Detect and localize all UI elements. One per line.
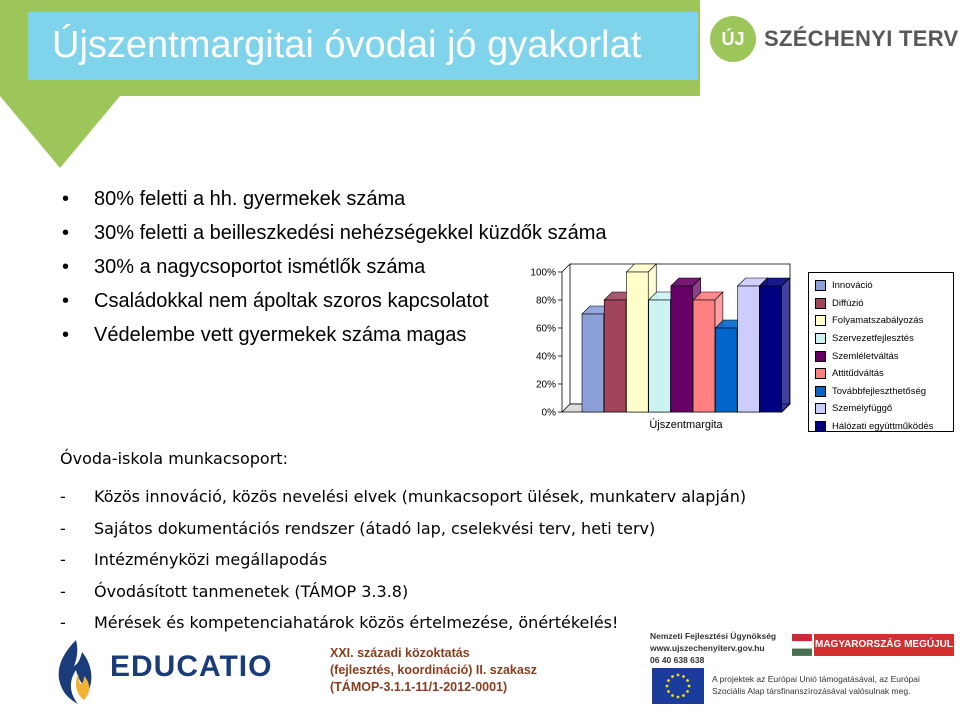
legend-label: Diffúzió: [832, 297, 864, 309]
list-item: - Közös innováció, közös nevelési elvek (munkacsoport ülések, munkaterv alapján): [60, 481, 746, 513]
legend-label: Személyfüggő: [832, 403, 893, 415]
legend-label: Szemléletváltás: [832, 350, 899, 362]
chart-legend: [808, 272, 954, 432]
eu-star: [666, 685, 669, 688]
bar: [649, 300, 671, 412]
bar-side: [782, 278, 790, 412]
eu-flag-icon: [652, 668, 704, 704]
footer-project-line: (fejlesztés, koordináció) II. szakasz: [330, 663, 538, 677]
legend-item: [815, 418, 953, 436]
nfu-line: Nemzeti Fejlesztési Ügynökség: [650, 631, 777, 641]
list-item: - Intézményközi megállapodás: [60, 544, 746, 576]
bar: [715, 328, 737, 412]
eu-star: [682, 694, 685, 697]
legend-swatch: [815, 386, 826, 397]
nfu-line: www.ujszechenyiterv.gov.hu: [650, 643, 765, 653]
legend-item: [815, 400, 953, 418]
footer-project-line: XXI. századi közoktatás: [330, 646, 470, 660]
footer-project-line: (TÁMOP-3.1.1-11/1-2012-0001): [330, 680, 508, 694]
legend-swatch: [815, 333, 826, 344]
y-tick-label: 20%: [535, 379, 556, 391]
y-tick-label: 40%: [535, 351, 556, 363]
y-tick-label: 0%: [541, 407, 556, 419]
bullet-item: • Családokkal nem ápoltak szoros kapcsolatot: [62, 284, 607, 318]
list-item: - Sajátos dokumentációs rendszer (átadó lap, cselekvési terv, heti terv): [60, 513, 746, 545]
bullet-item: • Védelembe vett gyermekek száma magas: [62, 318, 607, 352]
legend-swatch: [815, 280, 826, 291]
page-title: Újszentmargitai óvodai jó gyakorlat: [52, 24, 642, 66]
nfu-line: 06 40 638 638: [650, 655, 705, 665]
legend-swatch: [815, 298, 826, 309]
bar: [626, 272, 648, 412]
legend-swatch: [815, 315, 826, 326]
dash-list: [60, 481, 746, 639]
bullet-item: • 80% feletti a hh. gyermekek száma: [62, 182, 607, 216]
eu-info: [712, 673, 920, 697]
bar-chart: [500, 262, 800, 434]
eu-star: [686, 679, 689, 682]
list-item: - Óvodásított tanmenetek (TÁMOP 3.3.8): [60, 576, 746, 608]
bar: [604, 300, 626, 412]
legend-swatch: [815, 351, 826, 362]
eu-star: [667, 690, 670, 693]
legend-item: [815, 330, 953, 348]
educatio-flame-icon: [48, 636, 104, 708]
hungary-flag-icon: [790, 632, 814, 658]
educatio-logo-text: EDUCATIO: [110, 650, 273, 683]
nfu-info: [650, 630, 776, 666]
szechenyi-uj-mark: ÚJ: [710, 16, 756, 62]
legend-item: [815, 347, 953, 365]
section-heading: Óvoda-iskola munkacsoport:: [60, 449, 288, 468]
legend-label: Szervezetfejlesztés: [832, 333, 914, 345]
bullet-item: • 30% a nagycsoportot ismétlők száma: [62, 250, 607, 284]
eu-line: A projektek az Európai Unió támogatásával, az Európai: [712, 674, 920, 684]
eu-star: [686, 690, 689, 693]
eu-star: [688, 685, 691, 688]
legend-item: [815, 383, 953, 401]
legend-swatch: [815, 368, 826, 379]
legend-label: Attitűdváltás: [832, 368, 884, 380]
eu-line: Szociális Alap társfinanszírozásával valósulnak meg.: [712, 686, 911, 696]
legend-item: [815, 277, 953, 295]
flag-banner-text: MAGYARORSZÁG MEGÚJUL: [814, 634, 954, 656]
y-tick-label: 60%: [535, 323, 556, 335]
eu-star: [671, 675, 674, 678]
eu-star: [677, 674, 680, 677]
bar: [582, 314, 604, 412]
x-category-label: Újszentmargita: [649, 419, 723, 431]
bullet-item: • 30% feletti a beilleszkedési nehézségekkel küzdők száma: [62, 216, 607, 250]
header-pin-shape: [0, 96, 120, 176]
legend-label: Hálózati együttműködés: [832, 421, 934, 433]
legend-label: Innováció: [832, 280, 873, 292]
legend-swatch: [815, 403, 826, 414]
y-tick-label: 80%: [535, 295, 556, 307]
szechenyi-logo-text: SZÉCHENYI TERV: [764, 26, 959, 51]
legend-item: [815, 295, 953, 313]
legend-label: Továbbfejleszthetőség: [832, 385, 927, 397]
hungary-flag-banner: [790, 632, 954, 658]
legend-item: [815, 365, 953, 383]
legend-item: [815, 312, 953, 330]
footer-project-info: [330, 645, 537, 696]
bar: [671, 286, 693, 412]
bar: [693, 300, 715, 412]
legend-label: Folyamatszabályozás: [832, 315, 924, 327]
y-axis-top-edge: [562, 264, 570, 272]
eu-star: [667, 679, 670, 682]
bar: [760, 286, 782, 412]
legend-swatch: [815, 421, 826, 432]
eu-star: [677, 696, 680, 699]
list-item: - Mérések és kompetenciahatárok közös értelmezése, önértékelés!: [60, 607, 746, 639]
eu-star: [671, 694, 674, 697]
bar: [738, 286, 760, 412]
y-tick-label: 100%: [530, 267, 556, 279]
eu-star: [682, 675, 685, 678]
